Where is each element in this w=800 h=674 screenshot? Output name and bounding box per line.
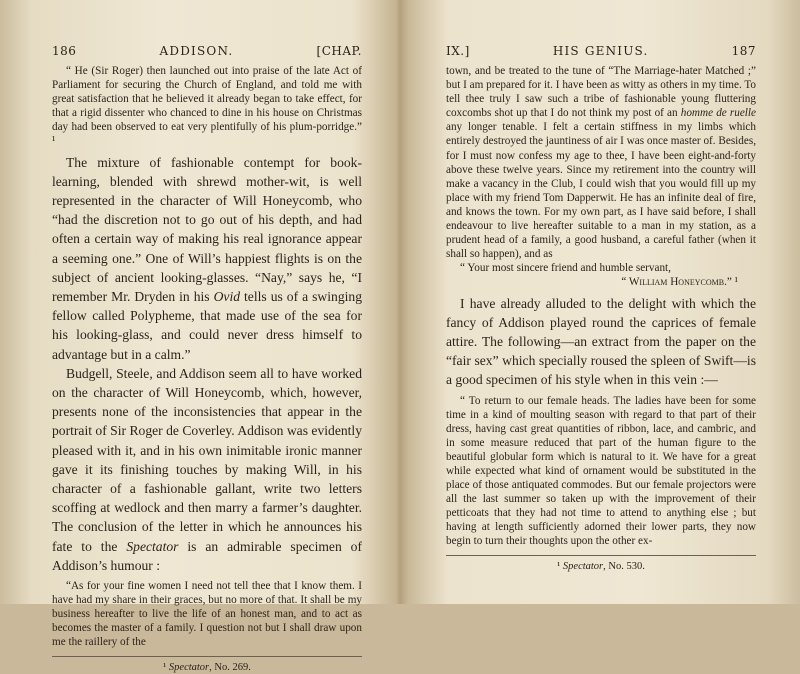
footnote: ¹ Spectator, No. 530. — [557, 560, 645, 572]
footnote-rule — [52, 656, 362, 657]
block-quote: “ He (Sir Roger) then launched out into praise of the late Act of Parliament for securing the Church of England, and told me with great satisfaction that he believed it already began to take effect, for that a rigid dissenter who chanced to dine in his house on Christmas day had been observed to eat very plentifully of his plum-porridge.” ¹ — [52, 65, 362, 148]
left-body — [52, 64, 362, 674]
letter-signature: “ William Honeycomb.” ¹ — [621, 276, 738, 289]
running-title: ADDISON. — [159, 44, 234, 58]
running-title: HIS GENIUS. — [552, 44, 649, 58]
chapter-tag: IX.] — [446, 44, 470, 58]
block-quote: “As for your fine women I need not tell thee that I know them. I have had my share in their graces, but no more of that. It shall be my business hereafter to live the life of an honest man, and to act as becomes the master of a family. I question not but I shall draw upon me the raillery of the — [52, 580, 362, 649]
left-page — [0, 0, 400, 673]
footnote-rule — [446, 555, 756, 556]
paragraph: Budgell, Steele, and Addison seem all to have worked on the character of Will Honeycomb, which, however, presents none of the inconsistencies that appear in the portrait of Sir Roger de Coverley. Addison was evidently pleased with it, and in his own inimitable ironic manner gave it its finishing touches by making Will, in his character of a fashionable gallant, write two letters scoffing at wedlock and then marry a farmer’s daughter. The conclusion of the letter in which he announces his fate to the Spectator is an admirable specimen of Addison’s humour : — [52, 365, 362, 573]
left-running-head — [52, 44, 362, 64]
footnote: ¹ Spectator, No. 269. — [163, 661, 251, 673]
page-number: 186 — [52, 44, 77, 58]
chapter-tag: [CHAP. — [316, 44, 362, 58]
block-quote: “ To return to our female heads. The ladies have been for some time in a kind of moulting season with regard to that part of their dress, having cast great quantities of ribbon, lace, and cambric, and in some measure reduced that part of the human figure to the beautiful globular form which is natural to it. We have for a great while expected what kind of ornament would be substituted in the place of those antiquated commodes. But our female projectors were all the last summer so taken up with the improvement of their petticoats that they had not time to attend to anything else ; but having at length sufficiently adorned their lower parts, they now begin to turn their thoughts upon the other ex- — [446, 394, 756, 548]
letter-signoff: “ Your most sincere friend and humble servant, — [460, 262, 671, 275]
paragraph: The mixture of fashionable contempt for book-learning, blended with shrewd mother-wit, is well represented in the character of Will Honeycomb, who “had the discretion not to go out of his depth, and had often a certain way of making his real ignorance appear a seeming one.” One of Will’s happiest flights is on the subject of ancient looking-glasses. “Nay,” says he, “I remember Mr. Dryden in his Ovid tells us of a swinging fellow called Polypheme, that made use of the sea for his looking-glass, and could never dress himself to advantage but in a calm.” — [52, 154, 362, 362]
block-quote-continued: town, and be treated to the tune of “The Marriage-hater Matched ;” but I am prepared for it. I have been as witty as others in my time. To tell thee truly I saw such a tribe of fashionable young fluttering coxcombs shot up that I do not think my post of an homme de ruelle any longer tenable. I felt a certain stiffness in my limbs which entirely destroyed the jauntiness of air I was once master of. Besides, for I must now confess my age to thee, I have been eight-and-forty above these twelve years. Since my retirement into the country will make a vacancy in the Club, I could wish that you would fill up my place with my friend Tom Dapperwit. He has an infinite deal of fire, and knows the town. For my own part, as I have said before, I shall endeavour to live hereafter suitable to a man in my station, as a prudent head of a family, a good husband, a careful father (when it shall so happen), and as — [446, 65, 756, 261]
right-running-head — [446, 44, 756, 64]
right-body — [446, 64, 756, 573]
page-number: 187 — [731, 44, 756, 58]
right-page — [400, 0, 800, 604]
paragraph: I have already alluded to the delight with which the fancy of Addison played round the caprices of female attire. The following—an extract from the paper on the “fair sex” which specially roused the spleen of Swift—is a good specimen of his style when in this vein :— — [446, 295, 756, 388]
